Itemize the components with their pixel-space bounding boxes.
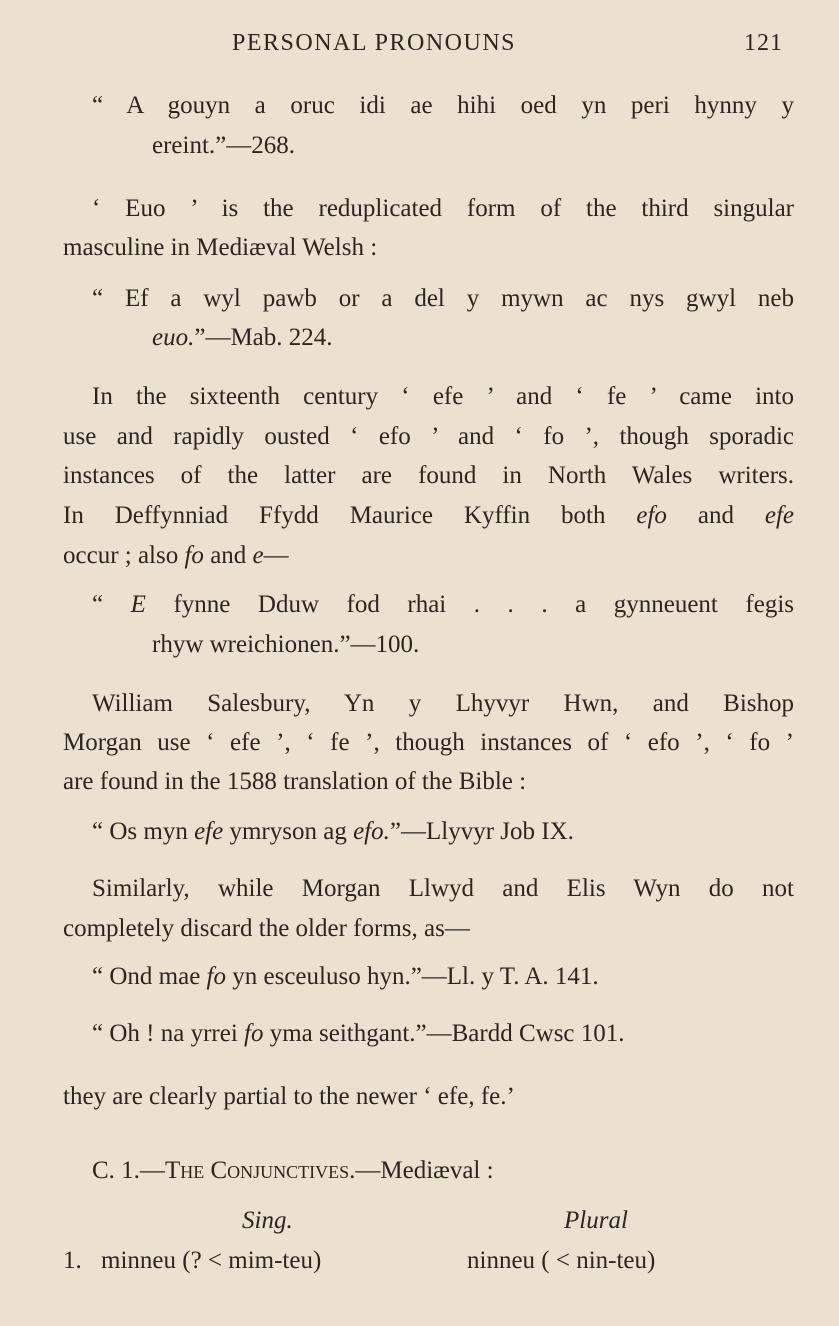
quote-line [92,817,574,847]
text-run: and [697,502,734,529]
paragraph-line: they are clearly partial to the newer ‘ efe, fe.’ [63,1083,515,1110]
citation: ”—Llyvyr Job IX. [389,818,574,845]
table-cell-plural: ninneu ( < nin-teu) [467,1247,656,1274]
italic-word: euo. [152,324,195,351]
citation: yma seithgant.”—Bardd Cwsc 101. [269,1020,625,1047]
quote-line [92,1019,625,1049]
italic-word: efe [764,502,795,529]
text-run: —Mediæval : [355,1157,494,1184]
paragraph-line: masculine in Mediæval Welsh : [63,234,378,261]
quote-line: rhyw wreichionen.”—100. [152,631,420,658]
text-run: “ [92,591,104,618]
paragraph-line: Morgan use ‘ efe ’, ‘ fe ’, though instances of ‘ efo ’, ‘ fo ’ [63,729,794,756]
paragraph-line: ‘ Euo ’ is the reduplicated form of the third singular [92,195,794,222]
column-header-singular: Sing. [242,1207,293,1234]
italic-word: e [252,542,264,569]
section-heading [92,1156,494,1186]
text-run: fynne Dduw fod rhai . . . a gynneuent fegis [173,591,794,618]
running-header-title: PERSONAL PRONOUNS [232,30,516,56]
text-run: occur ; also [63,542,179,569]
paragraph-line: In the sixteenth century ‘ efe ’ and ‘ fe ’ came into [92,383,794,410]
quote-line: “ A gouyn a oruc idi ae hihi oed yn peri hynny y [92,92,794,119]
quote-line [92,590,794,620]
quote-line: “ Ef a wyl pawb or a del y mywn ac nys gwyl neb [92,285,794,312]
paragraph-line: use and rapidly ousted ‘ efo ’ and ‘ fo ’, though sporadic [63,423,794,450]
text-run: In Deffynniad Ffydd Maurice Kyffin both [63,502,606,529]
italic-word: E [130,591,146,618]
page-number: 121 [744,30,783,56]
text-run: — [263,542,289,569]
italic-word: fo [206,963,226,990]
table-row-number: 1. [63,1247,82,1274]
text-run: C. 1.— [92,1157,165,1184]
italic-word: efe [194,818,224,845]
text-run: and [210,542,247,569]
table-cell-singular: minneu (? < mim-teu) [101,1247,322,1274]
paragraph-line: William Salesbury, Yn y Lhyvyr Hwn, and Bishop [92,690,794,717]
quote-line [152,323,333,353]
text-run: ymryson ag [229,818,347,845]
small-caps-heading: The Conjunctives. [164,1157,356,1184]
citation: ”—Mab. 224. [194,324,333,351]
paragraph-line [63,541,289,571]
quote-line [92,962,599,992]
paragraph-line: instances of the latter are found in North Wales writers. [63,462,794,489]
paragraph-line: completely discard the older forms, as— [63,915,470,942]
italic-word: fo [184,542,204,569]
citation: yn esceuluso hyn.”—Ll. y T. A. 141. [232,963,599,990]
column-header-plural: Plural [564,1207,628,1234]
italic-word: fo [244,1020,264,1047]
italic-word: efo [636,502,667,529]
paragraph-line [63,501,794,531]
quote-line: ereint.”—268. [152,132,296,159]
italic-word: efo. [353,818,390,845]
text-run: “ Ond mae [92,963,201,990]
text-run: “ Os myn [92,818,188,845]
text-run: “ Oh ! na yrrei [92,1020,238,1047]
paragraph-line: Similarly, while Morgan Llwyd and Elis Wyn do not [92,875,794,902]
paragraph-line: are found in the 1588 translation of the Bible : [63,768,527,795]
